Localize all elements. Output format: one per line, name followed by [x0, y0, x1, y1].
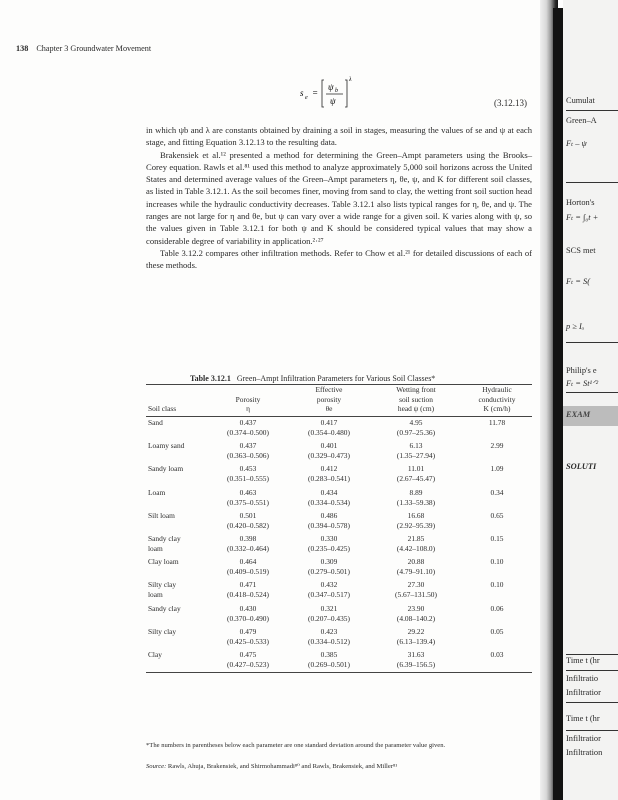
next-line-5: SCS met — [566, 246, 596, 255]
hydraulic-cell — [462, 440, 532, 463]
porosity-cell — [208, 602, 288, 625]
hydraulic-value: 2.99 — [490, 441, 504, 451]
effective-porosity-value: 0.423 — [320, 626, 338, 636]
wetting-front-value: 8.89 — [409, 487, 423, 497]
next-line-8: Philip's e — [566, 366, 597, 375]
hydraulic-value: 0.34 — [490, 487, 504, 497]
soil-cell — [146, 556, 208, 579]
soil-cell — [146, 532, 208, 555]
porosity-value: 0.471 — [239, 580, 257, 590]
next-rule-4 — [566, 392, 618, 393]
wetting-front-value: 29.22 — [407, 626, 425, 636]
th-hydraulic-2: conductivity — [478, 394, 516, 404]
running-header — [16, 44, 151, 53]
hydraulic-cell — [462, 579, 532, 602]
porosity-value: 0.437 — [239, 418, 257, 428]
effective-porosity-range: (0.235–0.425) — [308, 544, 350, 554]
porosity-value: 0.501 — [239, 510, 257, 520]
porosity-cell — [208, 556, 288, 579]
next-line-7: p ≥ Iₐ — [566, 322, 585, 331]
effective-porosity-value: 0.434 — [320, 487, 338, 497]
soil-class: Loamy sand — [148, 441, 185, 451]
effective-porosity-cell — [288, 416, 370, 440]
wetting-front-range: (6.13–139.4) — [396, 636, 436, 646]
porosity-value: 0.453 — [239, 464, 257, 474]
wetting-front-range: (6.39–156.5) — [396, 659, 436, 669]
wetting-front-value: 11.01 — [407, 464, 425, 474]
next-line-0: Cumulat — [566, 96, 595, 105]
porosity-cell — [208, 486, 288, 509]
effective-porosity-range: (0.207–0.435) — [308, 613, 350, 623]
effective-porosity-cell — [288, 463, 370, 486]
next-rule-5 — [566, 654, 618, 655]
next-line-9: Fₜ = St¹ᐟ² — [566, 379, 599, 388]
soil-class: Sandy clay — [148, 603, 181, 613]
table-row — [146, 416, 532, 440]
effective-porosity-value: 0.385 — [320, 649, 338, 659]
paragraph-1: in which ψb and λ are constants obtained by draining a soil in stages, measuring the values of se and ψ at each stage, and fitting Equation 3.12.13 to the resulting data. — [146, 125, 532, 148]
effective-porosity-value: 0.330 — [320, 534, 338, 544]
porosity-value: 0.463 — [239, 487, 257, 497]
hydraulic-value: 1.09 — [490, 464, 504, 474]
wetting-front-range: (1.35–27.94) — [396, 451, 436, 461]
soil-cell — [146, 440, 208, 463]
wetting-front-cell — [370, 625, 462, 648]
wetting-front-range: (1.33–59.38) — [396, 497, 436, 507]
porosity-cell — [208, 440, 288, 463]
wetting-front-cell — [370, 532, 462, 555]
porosity-cell — [208, 416, 288, 440]
porosity-cell — [208, 463, 288, 486]
th-effective-1: Effective — [288, 385, 370, 395]
next-line-4: Fₜ = ∫₀t + — [566, 213, 599, 222]
hydraulic-cell — [462, 532, 532, 555]
facing-page-edge — [563, 0, 618, 800]
effective-porosity-value: 0.417 — [320, 418, 338, 428]
effective-porosity-cell — [288, 602, 370, 625]
eq-lhs: s — [300, 88, 304, 98]
soil-class: Clay — [148, 649, 162, 659]
next-line-11: SOLUTI — [566, 462, 597, 471]
table-row — [146, 440, 532, 463]
wetting-front-range: (2.92–95.39) — [396, 520, 436, 530]
wetting-front-cell — [370, 579, 462, 602]
soil-class: Silty clay — [148, 580, 177, 590]
eq-num: ψ — [328, 82, 334, 92]
soil-class: loam — [148, 590, 163, 600]
effective-porosity-range: (0.334–0.512) — [308, 636, 350, 646]
porosity-range: (0.418–0.524) — [227, 590, 269, 600]
table-caption-label: Table 3.12.1 — [190, 374, 231, 383]
effective-porosity-cell — [288, 509, 370, 532]
next-line-3: Horton's — [566, 198, 595, 207]
porosity-range: (0.420–0.582) — [227, 520, 269, 530]
porosity-value: 0.464 — [239, 557, 257, 567]
table-source — [146, 762, 397, 770]
soil-cell — [146, 416, 208, 440]
th-soil-1 — [146, 385, 208, 395]
porosity-value: 0.479 — [239, 626, 257, 636]
porosity-value: 0.437 — [239, 441, 257, 451]
soil-class: loam — [148, 544, 163, 554]
porosity-range: (0.409–0.519) — [227, 567, 269, 577]
effective-porosity-range: (0.347–0.517) — [308, 590, 350, 600]
table-row — [146, 625, 532, 648]
paragraph-3: Table 3.12.2 compares other infiltration methods. Refer to Chow et al.²¹ for detailed discussions of each of these methods. — [146, 247, 532, 271]
table-row — [146, 648, 532, 672]
table-row — [146, 556, 532, 579]
soil-class: Silty clay — [148, 626, 177, 636]
effective-porosity-value: 0.432 — [320, 580, 338, 590]
effective-porosity-cell — [288, 440, 370, 463]
porosity-range: (0.332–0.464) — [227, 544, 269, 554]
table-row — [146, 602, 532, 625]
soil-class: Sandy clay — [148, 534, 181, 544]
body-text — [146, 124, 532, 272]
th-porosity-1 — [208, 385, 288, 395]
wetting-front-value: 21.85 — [407, 534, 425, 544]
effective-porosity-cell — [288, 532, 370, 555]
porosity-range: (0.370–0.490) — [227, 613, 269, 623]
next-line-16: Infiltratior — [566, 734, 601, 743]
hydraulic-cell — [462, 625, 532, 648]
effective-porosity-range: (0.283–0.541) — [308, 474, 350, 484]
wetting-front-value: 4.95 — [409, 418, 423, 428]
wetting-front-cell — [370, 463, 462, 486]
eq-power: λ — [349, 77, 352, 83]
eq-den: ψ — [330, 96, 336, 106]
wetting-front-range: (2.67–45.47) — [396, 474, 436, 484]
wetting-front-cell — [370, 556, 462, 579]
wetting-front-cell — [370, 509, 462, 532]
table-caption-text: Green–Ampt Infiltration Parameters for Various Soil Classes* — [236, 374, 436, 383]
th-hydraulic-1: Hydraulic — [462, 385, 532, 395]
soil-class: Clay loam — [148, 557, 179, 567]
hydraulic-cell — [462, 416, 532, 440]
soil-class: Loam — [148, 487, 166, 497]
wetting-front-cell — [370, 486, 462, 509]
table-body — [146, 416, 532, 672]
next-rule-1 — [566, 110, 618, 111]
next-line-14: Infiltratior — [566, 688, 601, 697]
hydraulic-cell — [462, 463, 532, 486]
soil-class: Sandy loam — [148, 464, 184, 474]
soil-cell — [146, 509, 208, 532]
effective-porosity-range: (0.279–0.501) — [308, 567, 350, 577]
table-row — [146, 486, 532, 509]
porosity-range: (0.363–0.506) — [227, 451, 269, 461]
effective-porosity-value: 0.321 — [320, 603, 338, 613]
hydraulic-value: 0.15 — [490, 534, 504, 544]
green-ampt-table — [146, 384, 532, 673]
hydraulic-cell — [462, 602, 532, 625]
hydraulic-value: 0.10 — [490, 557, 504, 567]
effective-porosity-range: (0.334–0.534) — [308, 497, 350, 507]
porosity-range: (0.427–0.523) — [227, 659, 269, 669]
next-line-6: Fₜ = S( — [566, 277, 590, 286]
next-rule-2 — [566, 182, 618, 183]
porosity-cell — [208, 625, 288, 648]
wetting-front-cell — [370, 440, 462, 463]
th-hydraulic-3: K (cm/h) — [462, 404, 532, 416]
wetting-front-value: 6.13 — [409, 441, 423, 451]
porosity-range: (0.375–0.551) — [227, 497, 269, 507]
table-row — [146, 509, 532, 532]
eq-num-sub: b — [335, 88, 338, 94]
wetting-front-cell — [370, 602, 462, 625]
th-soil-2 — [146, 395, 208, 405]
th-wetting-1: Wetting front — [370, 385, 462, 395]
paragraph-2: Brakensiek et al.¹² presented a method for determining the Green–Ampt parameters using the Brooks–Corey equation. Rawls et al.⁸¹ used this method to analyze approximately 5,000 soil horizons across the United States and determined average values of the Green–Ampt parameters η, θe, ψ, and K for different soil classes, as listed in Table 3.12.1. As the soil becomes finer, moving from sand to clay, the wetting front soil suction head increases while the hydraulic conductivity decreases. Table 3.12.1 also lists typical ranges for η, θe, and ψ. The ranges are not large for η and θe, but ψ can vary over a wide range for a given soil. K varies along with ψ, so the values given in Table 3.12.1 for both ψ and K should be considered typical values that may show a considerable degree of variability in application.²·²⁷ — [146, 149, 532, 246]
porosity-cell — [208, 579, 288, 602]
next-line-1: Green–A — [566, 116, 597, 125]
hydraulic-value: 0.06 — [490, 603, 504, 613]
hydraulic-value: 0.05 — [490, 626, 504, 636]
effective-porosity-cell — [288, 486, 370, 509]
hydraulic-value: 0.03 — [490, 649, 504, 659]
porosity-cell — [208, 532, 288, 555]
porosity-range: (0.351–0.555) — [227, 474, 269, 484]
eq-lhs-sub: e — [305, 95, 308, 101]
soil-cell — [146, 648, 208, 672]
next-rule-3 — [566, 342, 618, 343]
wetting-front-cell — [370, 416, 462, 440]
porosity-range: (0.374–0.500) — [227, 428, 269, 438]
eq-right-bracket — [345, 80, 347, 107]
th-soil-3: Soil class — [146, 404, 208, 416]
wetting-front-value: 27.30 — [407, 580, 425, 590]
next-line-13: Infiltratio — [566, 674, 599, 683]
effective-porosity-range: (0.329–0.473) — [308, 451, 350, 461]
effective-porosity-cell — [288, 625, 370, 648]
table-row — [146, 532, 532, 555]
source-text: Rawls, Ahuja, Brakensiek, and Shirmohammadi⁸⁰ and Rawls, Brakensiek, and Miller⁸¹ — [167, 763, 398, 770]
eq-rel: = — [312, 88, 319, 98]
next-rule-8 — [566, 730, 618, 731]
hydraulic-value: 0.10 — [490, 580, 504, 590]
effective-porosity-range: (0.269–0.501) — [308, 659, 350, 669]
hydraulic-cell — [462, 648, 532, 672]
wetting-front-value: 16.68 — [407, 510, 425, 520]
wetting-front-value: 20.88 — [407, 557, 425, 567]
wetting-front-value: 23.90 — [407, 603, 425, 613]
effective-porosity-cell — [288, 579, 370, 602]
table-row — [146, 579, 532, 602]
effective-porosity-value: 0.412 — [320, 464, 338, 474]
th-porosity-2: Porosity — [235, 394, 261, 404]
effective-porosity-value: 0.401 — [320, 441, 338, 451]
porosity-value: 0.430 — [239, 603, 257, 613]
wetting-front-range: (4.42–108.0) — [396, 544, 436, 554]
hydraulic-cell — [462, 509, 532, 532]
wetting-front-value: 31.63 — [407, 649, 425, 659]
table-row — [146, 463, 532, 486]
book-spine-shadow — [553, 8, 563, 800]
soil-cell — [146, 625, 208, 648]
next-line-12: Time t (hr — [566, 656, 600, 665]
wetting-front-range: (4.79–91.10) — [396, 567, 436, 577]
equation-number: (3.12.13) — [494, 98, 527, 108]
th-wetting-2: soil suction — [399, 394, 433, 404]
wetting-front-cell — [370, 648, 462, 672]
wetting-front-range: (4.08–140.2) — [396, 613, 436, 623]
soil-class: Silt loam — [148, 510, 175, 520]
effective-porosity-cell — [288, 556, 370, 579]
effective-porosity-range: (0.394–0.578) — [308, 520, 350, 530]
next-line-17: Infiltration — [566, 748, 603, 757]
th-porosity-3: η — [208, 404, 288, 416]
soil-class: Sand — [148, 418, 163, 428]
porosity-value: 0.475 — [239, 649, 257, 659]
th-wetting-3: head ψ (cm) — [370, 404, 462, 416]
next-line-10: EXAM — [566, 410, 591, 419]
porosity-value: 0.398 — [239, 534, 257, 544]
th-effective-3: θe — [288, 404, 370, 416]
hydraulic-value: 11.78 — [488, 418, 506, 428]
soil-cell — [146, 486, 208, 509]
soil-cell — [146, 602, 208, 625]
chapter-title: Chapter 3 Groundwater Movement — [36, 44, 152, 53]
effective-porosity-value: 0.486 — [320, 510, 338, 520]
table-caption — [190, 374, 435, 383]
hydraulic-cell — [462, 556, 532, 579]
hydraulic-cell — [462, 486, 532, 509]
effective-porosity-value: 0.309 — [320, 557, 338, 567]
porosity-range: (0.425–0.533) — [227, 636, 269, 646]
hydraulic-value: 0.65 — [490, 510, 504, 520]
next-line-15: Time t (hr — [566, 714, 600, 723]
wetting-front-range: (0.97–25.36) — [396, 428, 436, 438]
next-line-2: Fₜ – ψ — [566, 139, 587, 148]
next-rule-6 — [566, 670, 618, 671]
porosity-cell — [208, 648, 288, 672]
soil-cell — [146, 579, 208, 602]
next-rule-7 — [566, 702, 618, 703]
effective-porosity-cell — [288, 648, 370, 672]
equation-3-12-13 — [300, 74, 360, 114]
soil-cell — [146, 463, 208, 486]
th-effective-2: porosity — [316, 394, 342, 404]
table-footnote: *The numbers in parentheses below each parameter are one standard deviation around the parameter value given. — [146, 742, 446, 749]
effective-porosity-range: (0.354–0.480) — [308, 428, 350, 438]
eq-left-bracket — [322, 80, 324, 107]
source-label: Source: — [146, 763, 167, 770]
porosity-cell — [208, 509, 288, 532]
page-number: 138 — [16, 44, 29, 53]
wetting-front-range: (5.67–131.50) — [395, 590, 437, 600]
